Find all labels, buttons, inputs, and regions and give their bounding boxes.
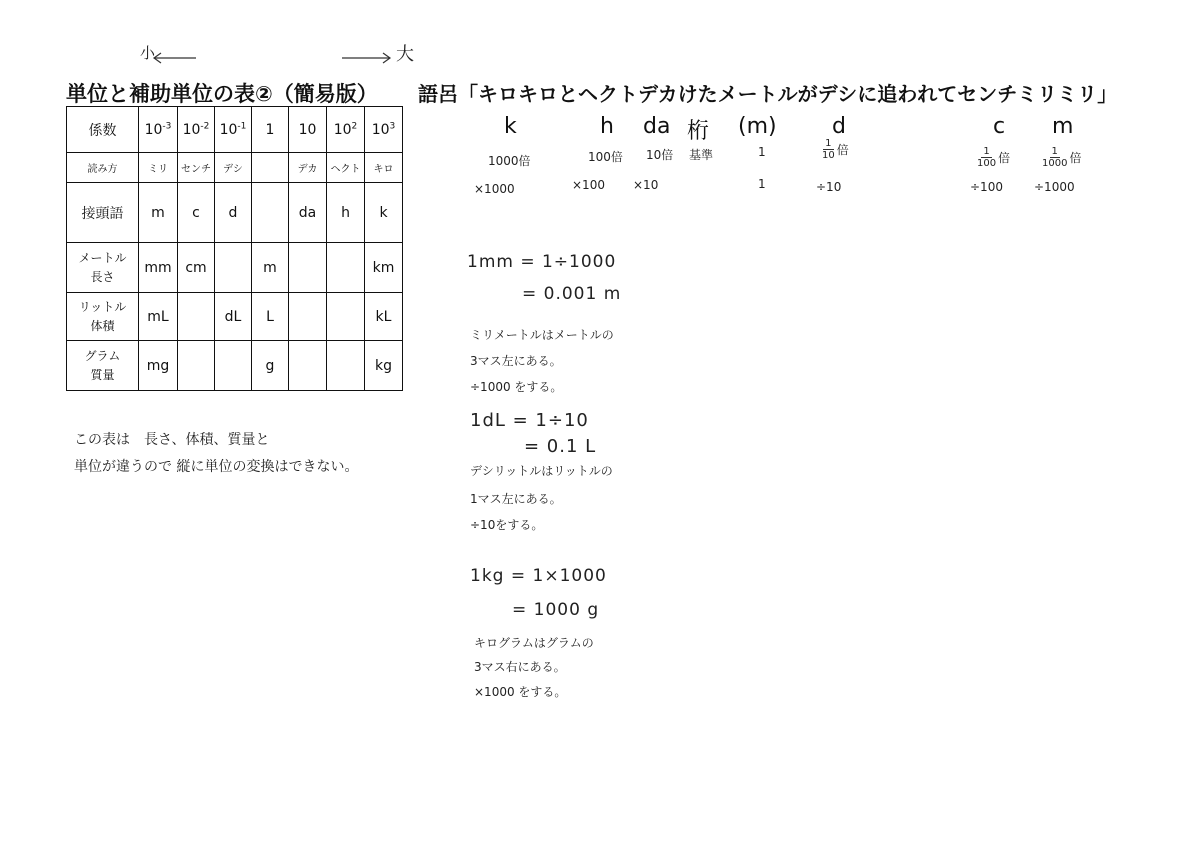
- mass-cell: g: [252, 341, 289, 391]
- volume-cell: [289, 293, 327, 341]
- reading-cell: [252, 153, 289, 183]
- volume-header: リットル 体積: [67, 293, 139, 341]
- prefix-k: k: [504, 114, 517, 139]
- mult-da: 10倍: [646, 148, 674, 162]
- reading-cell: ヘクト: [327, 153, 365, 183]
- mult-one: 1: [758, 145, 766, 159]
- prefix-cell: h: [327, 183, 365, 243]
- mass-cell: mg: [139, 341, 178, 391]
- op-m: ÷1000: [1034, 180, 1075, 194]
- prefix-milli: m: [1052, 114, 1074, 139]
- calc1-line2: = 0.001 m: [522, 284, 622, 304]
- calc3-line1: 1kg = 1×1000: [470, 566, 607, 586]
- length-cell: cm: [178, 243, 215, 293]
- mult-h: 100倍: [588, 150, 623, 164]
- reading-cell: ミリ: [139, 153, 178, 183]
- right-arrow-icon: [340, 52, 396, 64]
- mass-row: [67, 341, 403, 391]
- calc1-line1: 1mm = 1÷1000: [467, 252, 617, 272]
- calc2-line2: = 0.1 L: [524, 436, 597, 457]
- calc2-note2: 1マス左にある。: [470, 492, 562, 506]
- length-cell: [289, 243, 327, 293]
- volume-row: [67, 293, 403, 341]
- large-label: 大: [396, 44, 414, 65]
- coef-cell: $10^{-3}$: [139, 107, 178, 153]
- prefix-cell: m: [139, 183, 178, 243]
- op-k: ×1000: [474, 182, 515, 196]
- small-label: 小: [140, 44, 156, 62]
- calc3-line2: = 1000 g: [512, 600, 600, 620]
- volume-cell: kL: [365, 293, 403, 341]
- prefix-cell: da: [289, 183, 327, 243]
- mult-k: 1000倍: [488, 154, 531, 168]
- mass-cell: kg: [365, 341, 403, 391]
- coef-cell: 10: [289, 107, 327, 153]
- prefix-cell: c: [178, 183, 215, 243]
- coef-cell: $10^3$: [365, 107, 403, 153]
- op-one: 1: [758, 177, 766, 191]
- mass-cell: [215, 341, 252, 391]
- length-header: メートル 長さ: [67, 243, 139, 293]
- calc2-note1: デシリットルはリットルの: [470, 464, 613, 478]
- calc3-note3: ×1000 をする。: [474, 685, 567, 699]
- mult-d: $\frac{1}{10}$ 倍: [822, 138, 849, 161]
- prefix-h: h: [600, 114, 614, 139]
- calc3-note1: キログラムはグラムの: [474, 636, 594, 650]
- reading-cell: センチ: [178, 153, 215, 183]
- reading-cell: デカ: [289, 153, 327, 183]
- length-row: [67, 243, 403, 293]
- calc1-note3: ÷1000 をする。: [470, 380, 563, 394]
- length-cell: m: [252, 243, 289, 293]
- prefix-header: 接頭語: [67, 183, 139, 243]
- table-note-line1: この表は 長さ、体積、質量と: [74, 432, 270, 448]
- mnemonic-text: 語呂「キロキロとヘクトデカけたメートルがデシに追われてセンチミリミリ」: [418, 82, 1118, 106]
- prefix-row: [67, 183, 403, 243]
- reading-row: [67, 153, 403, 183]
- coef-cell: 1: [252, 107, 289, 153]
- length-cell: mm: [139, 243, 178, 293]
- volume-cell: mL: [139, 293, 178, 341]
- op-c: ÷100: [970, 180, 1003, 194]
- prefix-keta: 桁: [687, 119, 710, 144]
- coefficient-header: 係数: [67, 107, 139, 153]
- mult-m: $\frac{1}{1000}$ 倍: [1042, 146, 1082, 169]
- coef-cell: $10^{-1}$: [215, 107, 252, 153]
- mass-header: グラム 質量: [67, 341, 139, 391]
- length-cell: [215, 243, 252, 293]
- unit-table: [66, 106, 403, 391]
- calc2-note3: ÷10をする。: [470, 518, 544, 532]
- prefix-c: c: [993, 114, 1006, 139]
- prefix-cell: k: [365, 183, 403, 243]
- reading-cell: デシ: [215, 153, 252, 183]
- prefix-m-base: (m): [738, 114, 777, 139]
- prefix-da: da: [643, 114, 671, 139]
- op-d: ÷10: [816, 180, 842, 194]
- op-h: ×100: [572, 178, 605, 192]
- length-cell: [327, 243, 365, 293]
- reading-header: 読み方: [67, 153, 139, 183]
- prefix-d: d: [832, 114, 846, 139]
- calc2-line1: 1dL = 1÷10: [470, 410, 589, 431]
- reading-cell: キロ: [365, 153, 403, 183]
- mult-c: $\frac{1}{100}$ 倍: [977, 146, 1011, 169]
- volume-cell: L: [252, 293, 289, 341]
- calc1-note2: 3マス左にある。: [470, 354, 562, 368]
- mass-cell: [289, 341, 327, 391]
- mult-base: 基準: [689, 148, 714, 162]
- coefficient-row: [67, 107, 403, 153]
- mass-cell: [327, 341, 365, 391]
- volume-cell: [178, 293, 215, 341]
- op-da: ×10: [633, 178, 659, 192]
- prefix-cell: d: [215, 183, 252, 243]
- left-arrow-icon: [150, 52, 198, 64]
- page-title: 単位と補助単位の表②（簡易版）: [66, 82, 378, 106]
- coef-cell: $10^2$: [327, 107, 365, 153]
- prefix-cell: [252, 183, 289, 243]
- volume-cell: dL: [215, 293, 252, 341]
- table-note-line2: 単位が違うので 縦に単位の変換はできない。: [74, 459, 359, 475]
- length-cell: km: [365, 243, 403, 293]
- coef-cell: $10^{-2}$: [178, 107, 215, 153]
- mass-cell: [178, 341, 215, 391]
- volume-cell: [327, 293, 365, 341]
- calc1-note1: ミリメートルはメートルの: [470, 328, 614, 342]
- calc3-note2: 3マス右にある。: [474, 660, 566, 674]
